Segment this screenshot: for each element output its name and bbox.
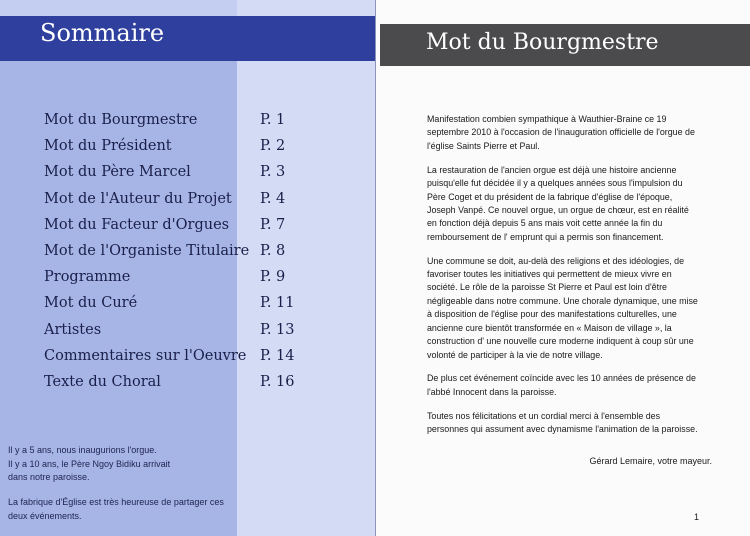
note-line: Il y a 10 ans, le Père Ngoy Bidiku arrivait: [8, 458, 171, 469]
note-line: deux événements.: [8, 510, 82, 521]
text-line: négligeable dans notre commune. Une chorale dynamique, une mise: [427, 295, 698, 306]
text-line: à disposition de l'église pour des manifestations culturelles, une: [427, 309, 677, 320]
text-line: Une commune se doit, au-delà des religions et des idéologies, de: [427, 255, 685, 266]
paragraph: [427, 164, 717, 244]
toc-page: P. 11: [260, 295, 295, 312]
paragraph: [427, 113, 717, 153]
paragraph: [427, 372, 717, 399]
toc-item[interactable]: [44, 110, 334, 136]
text-line: favoriser toutes les initiatives qui permettent de mieux vivre en: [427, 269, 672, 280]
text-line: De plus cet événement coïncide avec les 10 années de présence de: [427, 373, 696, 384]
text-line: volonté de participer à la vie de notre village.: [427, 349, 603, 360]
right-page: [376, 0, 750, 536]
page-title: Mot du Bourgmestre: [426, 30, 659, 55]
toc-label: Mot du Facteur d'Orgues: [44, 216, 230, 233]
text-line: l'abbé Innocent dans la paroisse.: [427, 386, 557, 397]
page-number: 1: [694, 512, 700, 522]
toc-page: P. 14: [260, 347, 295, 364]
signature: Gérard Lemaire, votre mayeur.: [589, 456, 712, 466]
toc-page: P. 3: [260, 164, 286, 181]
paragraph: [427, 255, 717, 362]
toc-page: P. 16: [260, 373, 295, 390]
fabrique-note: [8, 496, 258, 523]
toc-page: P. 8: [260, 242, 286, 259]
note-line: Il y a 5 ans, nous inaugurions l'orgue.: [8, 445, 157, 455]
table-of-contents: [44, 110, 334, 398]
toc-label: Artistes: [44, 321, 102, 338]
toc-item[interactable]: [44, 162, 334, 188]
note-line: La fabrique d'Église est très heureuse de partager ces: [8, 497, 224, 507]
page-title: Sommaire: [40, 19, 165, 47]
toc-label: Mot de l'Auteur du Projet: [44, 190, 232, 207]
text-line: septembre 2010 à l'occasion de l'inauguration officielle de l'orgue de: [427, 127, 695, 138]
text-line: remboursement de l' emprunt qui a permis son financement.: [427, 231, 664, 242]
anniversary-note: [8, 444, 258, 485]
paragraph: [427, 410, 717, 437]
text-line: en fonction déjà depuis 5 ans mais voit cette année la fin du: [427, 218, 663, 229]
text-line: Manifestation combien sympathique à Wauthier-Braine ce 19: [427, 114, 667, 124]
toc-page: P. 2: [260, 138, 286, 155]
text-line: l'église Saints Pierre et Paul.: [427, 140, 540, 151]
toc-page: P. 4: [260, 190, 286, 207]
toc-page: P. 7: [260, 216, 286, 233]
letter-body: [427, 113, 717, 447]
toc-label: Mot du Bourgmestre: [44, 112, 198, 128]
text-line: société. Le rôle de la paroisse St Pierre et Paul est loin d'être: [427, 282, 667, 293]
text-line: Toutes nos félicitations et un cordial merci à l'ensemble des: [427, 410, 661, 421]
toc-label: Mot du Curé: [44, 295, 138, 312]
toc-page: P. 1: [260, 112, 286, 128]
toc-item[interactable]: [44, 293, 334, 319]
toc-label: Mot de l'Organiste Titulaire: [44, 242, 250, 259]
toc-page: P. 13: [260, 321, 295, 338]
text-line: puisqu'elle fut décidée il y a quelques années sous l'impulsion du: [427, 178, 683, 189]
text-line: Père Coget et du président de la fabrique d'église de l'époque,: [427, 191, 673, 202]
text-line: Joseph Vanpé. Ce nouvel orgue, un orgue de chœur, est en réalité: [427, 204, 689, 215]
toc-item[interactable]: [44, 372, 334, 398]
toc-page: P. 9: [260, 269, 286, 286]
toc-item[interactable]: [44, 241, 334, 267]
toc-label: Mot du Père Marcel: [44, 164, 191, 181]
text-line: personnes qui assument avec dynamisme l'animation de la paroisse.: [427, 424, 698, 435]
toc-item[interactable]: [44, 267, 334, 293]
toc-item[interactable]: [44, 320, 334, 346]
text-line: construction d' une nouvelle cure moderne indiquent à coup sûr une: [427, 336, 694, 347]
text-line: ancienne cure bientôt transformée en « Maison de village », la: [427, 322, 672, 333]
text-line: La restauration de l'ancien orgue est déjà une histoire ancienne: [427, 164, 677, 175]
toc-label: Mot du Président: [44, 138, 172, 155]
toc-item[interactable]: [44, 189, 334, 215]
note-line: dans notre paroisse.: [8, 472, 90, 482]
toc-label: Programme: [44, 269, 131, 286]
toc-label: Texte du Choral: [44, 373, 161, 390]
toc-item[interactable]: [44, 346, 334, 372]
toc-item[interactable]: [44, 136, 334, 162]
toc-item[interactable]: [44, 215, 334, 241]
toc-label: Commentaires sur l'Oeuvre: [44, 347, 247, 364]
